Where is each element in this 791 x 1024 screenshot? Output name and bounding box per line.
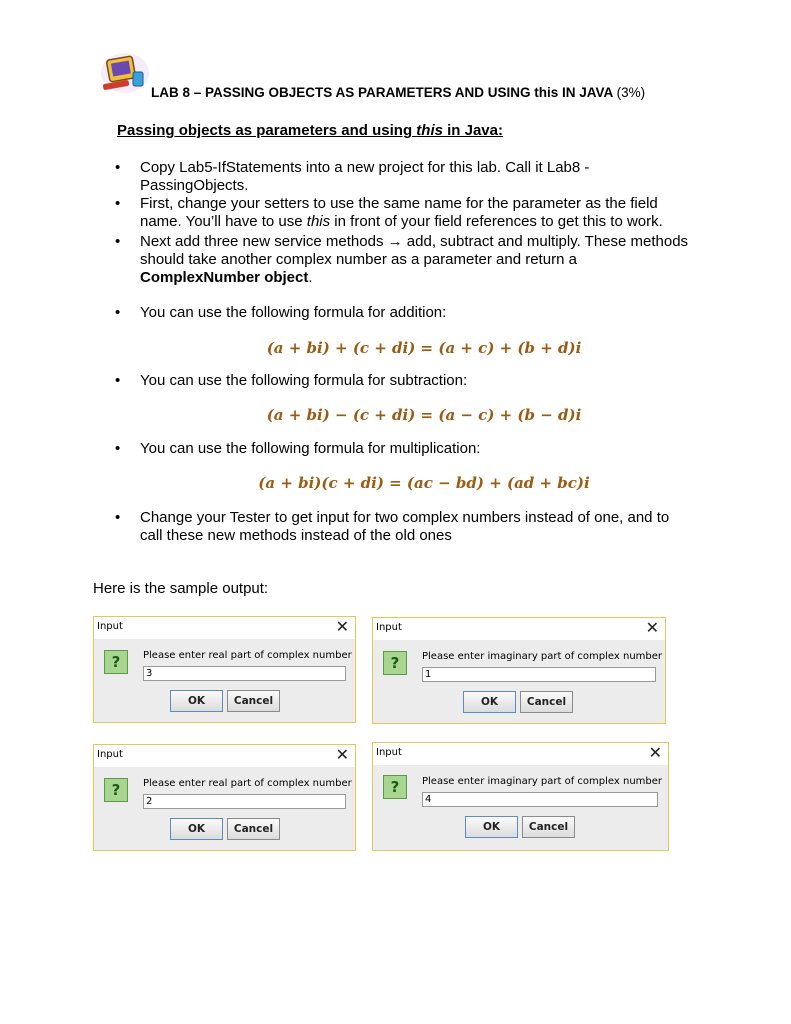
cancel-button[interactable]: Cancel [227, 818, 280, 840]
imaginary-part-input[interactable]: 4 [422, 792, 658, 807]
input-dialog-imaginary-1 [372, 617, 666, 724]
multiplication-formula: (a + bi)(c + di) = (ac − bd) + (ad + bc)i [258, 474, 590, 492]
ok-button[interactable]: OK [465, 816, 518, 838]
input-dialog-imaginary-2 [372, 742, 669, 851]
cancel-button[interactable]: Cancel [520, 691, 573, 713]
close-icon[interactable]: ✕ [335, 745, 349, 764]
sample-output-label: Here is the sample output: [93, 580, 269, 597]
dialog-prompt: Please enter real part of complex number [143, 778, 352, 789]
question-icon: ? [383, 651, 407, 675]
ok-button[interactable]: OK [170, 818, 223, 840]
question-icon: ? [383, 775, 407, 799]
close-icon[interactable]: ✕ [645, 618, 659, 637]
computer-logo-icon [99, 50, 151, 96]
section-heading: Passing objects as parameters and using this in Java: [117, 122, 503, 139]
addition-formula: (a + bi) + (c + di) = (a + c) + (b + d)i [266, 339, 582, 357]
dialog-prompt: Please enter real part of complex number [143, 650, 352, 661]
input-dialog-real-2 [93, 744, 356, 851]
imaginary-part-input[interactable]: 1 [422, 667, 656, 682]
real-part-input[interactable]: 3 [143, 666, 346, 681]
dialog-prompt: Please enter imaginary part of complex number [422, 651, 663, 662]
real-part-input[interactable]: 2 [143, 794, 346, 809]
cancel-button[interactable]: Cancel [227, 690, 280, 712]
close-icon[interactable]: ✕ [335, 617, 349, 636]
ok-button[interactable]: OK [463, 691, 516, 713]
page-title: LAB 8 – PASSING OBJECTS AS PARAMETERS AND USING this IN JAVA (3%) [151, 85, 646, 100]
question-icon: ? [104, 778, 128, 802]
cancel-button[interactable]: Cancel [522, 816, 575, 838]
question-icon: ? [104, 650, 128, 674]
dialog-title: Input [97, 621, 123, 632]
ok-button[interactable]: OK [170, 690, 223, 712]
dialog-title: Input [376, 622, 402, 633]
dialog-title: Input [376, 747, 402, 758]
subtraction-formula: (a + bi) − (c + di) = (a − c) + (b − d)i [266, 406, 582, 424]
dialog-prompt: Please enter imaginary part of complex number [422, 776, 663, 787]
dialog-title: Input [97, 749, 123, 760]
input-dialog-real-1 [93, 616, 356, 723]
close-icon[interactable]: ✕ [648, 743, 662, 762]
